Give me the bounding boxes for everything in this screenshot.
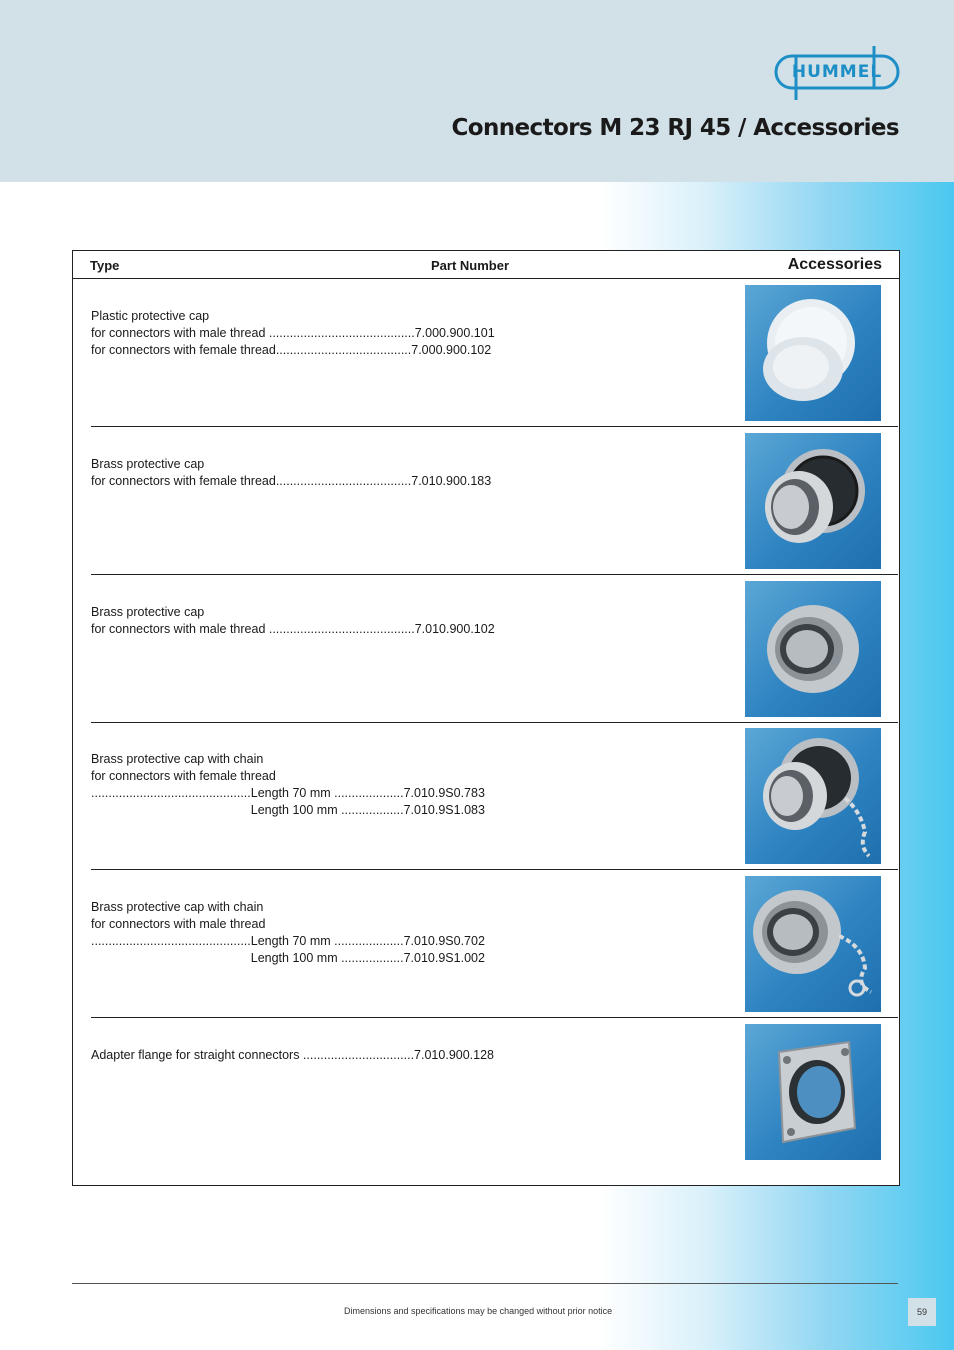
description-line: Brass protective cap xyxy=(91,605,205,619)
description-line: ..............................................Length 70 mm ....................7.010.9S0.702 xyxy=(91,934,485,948)
table-row xyxy=(91,575,898,723)
row-description xyxy=(91,1047,541,1064)
accessories-table xyxy=(72,250,900,1186)
description-line: for connectors with male thread xyxy=(91,917,266,931)
row-description xyxy=(91,604,541,638)
row-description xyxy=(91,751,541,819)
description-line: for connectors with male thread ..........................................7.000.900.101 xyxy=(91,326,495,340)
description-line: Brass protective cap with chain xyxy=(91,752,264,766)
page-title: Connectors M 23 RJ 45 / Accessories xyxy=(451,115,899,141)
description-line: Brass protective cap with chain xyxy=(91,900,264,914)
description-line: Adapter flange for straight connectors ................................7.010.900.128 xyxy=(91,1048,494,1062)
table-header xyxy=(73,251,899,279)
hummel-logo xyxy=(774,44,900,102)
brass-cap-chain-male-photo xyxy=(745,876,881,1012)
table-row xyxy=(91,1018,898,1166)
column-header-accessories: Accessories xyxy=(787,256,882,273)
row-description xyxy=(91,456,541,490)
brass-cap-female-photo xyxy=(745,433,881,569)
page-number: 59 xyxy=(908,1298,936,1326)
footer-divider xyxy=(72,1283,898,1284)
plastic-protective-cap-photo xyxy=(745,285,881,421)
brass-cap-chain-female-photo xyxy=(745,728,881,864)
table-row xyxy=(91,427,898,575)
description-line: Length 100 mm ..................7.010.9S1.083 xyxy=(91,803,485,817)
table-row xyxy=(91,870,898,1018)
description-line: Length 100 mm ..................7.010.9S1.002 xyxy=(91,951,485,965)
table-row xyxy=(91,722,898,870)
description-line: for connectors with female thread.......................................7.000.900.102 xyxy=(91,343,492,357)
column-header-part-number: Part Number xyxy=(431,258,510,273)
brass-cap-male-photo xyxy=(745,581,881,717)
description-line: Brass protective cap xyxy=(91,457,205,471)
description-line: for connectors with male thread ..........................................7.010.900.102 xyxy=(91,622,495,636)
description-line: ..............................................Length 70 mm ....................7.010.9S0.783 xyxy=(91,786,485,800)
description-line: for connectors with female thread.......................................7.010.900.183 xyxy=(91,474,492,488)
logo-text: HUMMEL xyxy=(791,62,883,82)
adapter-flange-photo xyxy=(745,1024,881,1160)
column-header-type: Type xyxy=(90,258,120,273)
table-row xyxy=(91,279,898,427)
row-description xyxy=(91,308,541,359)
description-line: Plastic protective cap xyxy=(91,309,210,323)
description-line: for connectors with female thread xyxy=(91,769,276,783)
row-description xyxy=(91,899,541,967)
footer-note: Dimensions and specifications may be changed without prior notice xyxy=(344,1306,613,1316)
